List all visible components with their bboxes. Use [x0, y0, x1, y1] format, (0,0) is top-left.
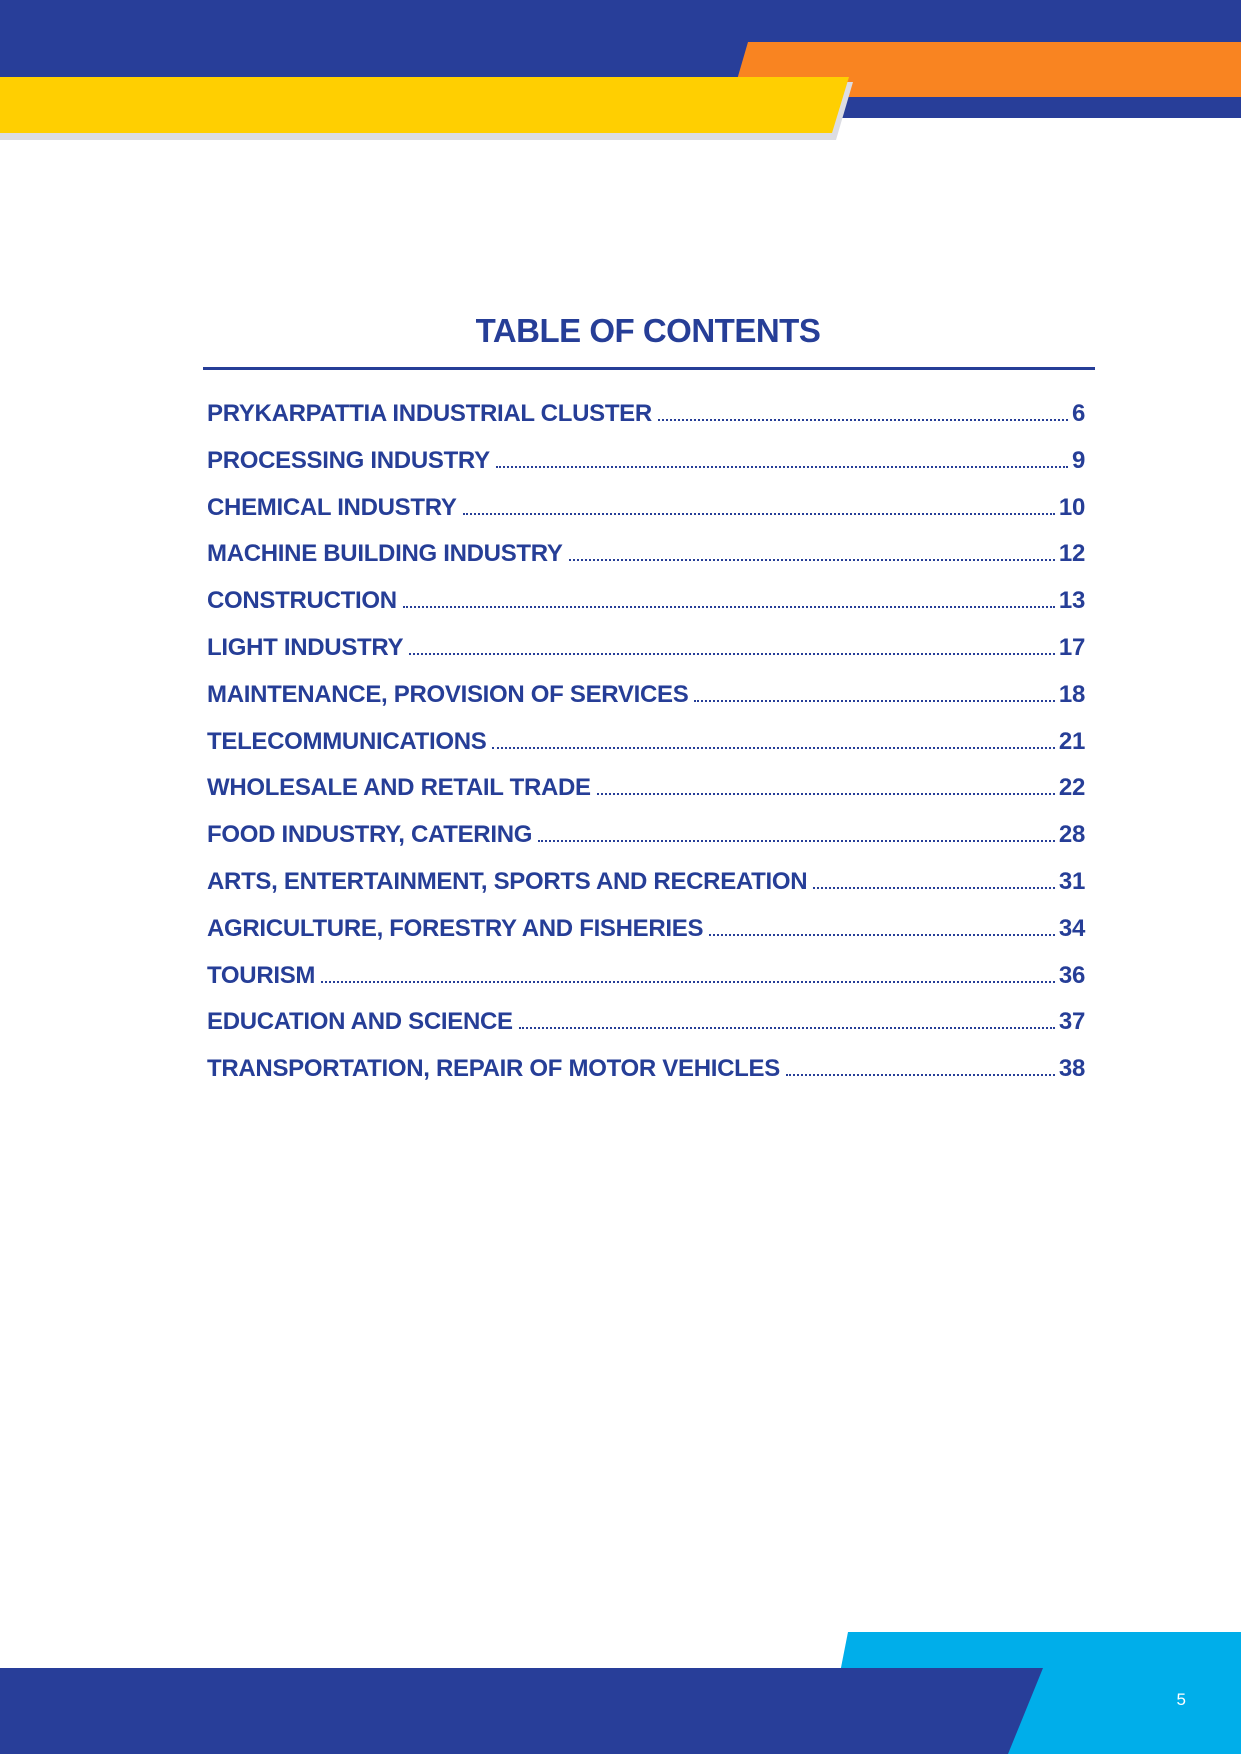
toc-entry-page: 10	[1058, 493, 1085, 521]
toc-dot-leader	[496, 466, 1068, 468]
toc-entry[interactable]	[207, 540, 1085, 587]
toc-dot-leader	[813, 887, 1055, 889]
toc-entry-page: 17	[1058, 633, 1085, 661]
toc-entry-page: 34	[1058, 914, 1085, 942]
toc-entry-label: TRANSPORTATION, REPAIR OF MOTOR VEHICLES	[207, 1055, 780, 1083]
header-yellow-stripe	[0, 77, 849, 133]
toc-entry[interactable]	[207, 681, 1085, 728]
toc-dot-leader	[569, 559, 1055, 561]
footer-navy-band	[0, 1668, 1043, 1754]
toc-entry-page: 22	[1058, 774, 1085, 802]
toc-entry-label: EDUCATION AND SCIENCE	[207, 1008, 513, 1036]
toc-dot-leader	[694, 700, 1054, 702]
toc-entry[interactable]	[207, 728, 1085, 775]
toc-entry[interactable]	[207, 447, 1085, 494]
footer-banner	[0, 1620, 1241, 1754]
toc-entry-page: 13	[1058, 587, 1085, 615]
toc-entry[interactable]	[207, 1055, 1085, 1102]
toc-entry-label: PRYKARPATTIA INDUSTRIAL CLUSTER	[207, 400, 652, 427]
toc-entry-page: 21	[1058, 727, 1085, 755]
toc-entry[interactable]	[207, 1008, 1085, 1055]
toc-entry[interactable]	[207, 587, 1085, 634]
toc-list	[207, 400, 1085, 1102]
toc-dot-leader	[519, 1027, 1055, 1029]
toc-entry[interactable]	[207, 962, 1085, 1009]
toc-entry-label: TOURISM	[207, 961, 316, 989]
toc-entry-label: CHEMICAL INDUSTRY	[207, 493, 457, 521]
toc-dot-leader	[658, 419, 1068, 421]
toc-entry-label: AGRICULTURE, FORESTRY AND FISHERIES	[207, 914, 704, 942]
toc-entry-label: MAINTENANCE, PROVISION OF SERVICES	[207, 680, 689, 708]
toc-dot-leader	[597, 793, 1055, 795]
toc-dot-leader	[492, 747, 1054, 749]
toc-entry[interactable]	[207, 774, 1085, 821]
toc-entry[interactable]	[207, 494, 1085, 541]
toc-entry-label: CONSTRUCTION	[207, 587, 397, 615]
toc-entry-page: 37	[1058, 1008, 1085, 1036]
toc-entry-label: TELECOMMUNICATIONS	[207, 727, 487, 755]
toc-entry[interactable]	[207, 915, 1085, 962]
toc-entry-page: 9	[1071, 446, 1085, 474]
toc-dot-leader	[321, 981, 1055, 983]
toc-dot-leader	[403, 606, 1055, 608]
page-number: 5	[1176, 1690, 1186, 1709]
title-divider	[203, 367, 1095, 370]
toc-entry-page: 12	[1058, 540, 1085, 568]
header-banner	[0, 0, 1241, 145]
toc-dot-leader	[786, 1074, 1055, 1076]
toc-entry[interactable]	[207, 821, 1085, 868]
toc-entry-label: MACHINE BUILDING INDUSTRY	[207, 540, 563, 568]
toc-entry[interactable]	[207, 634, 1085, 681]
toc-entry-label: PROCESSING INDUSTRY	[207, 446, 490, 474]
toc-entry-page: 38	[1058, 1055, 1085, 1083]
toc-entry-page: 36	[1058, 961, 1085, 989]
toc-entry[interactable]	[207, 868, 1085, 915]
toc-entry-label: FOOD INDUSTRY, CATERING	[207, 821, 533, 849]
toc-dot-leader	[463, 513, 1055, 515]
toc-entry-label: ARTS, ENTERTAINMENT, SPORTS AND RECREATION	[207, 867, 808, 895]
toc-entry-page: 6	[1071, 400, 1085, 427]
toc-entry-page: 18	[1058, 680, 1085, 708]
toc-entry-page: 28	[1058, 821, 1085, 849]
toc-entry-label: LIGHT INDUSTRY	[207, 633, 404, 661]
toc-dot-leader	[709, 934, 1055, 936]
toc-entry[interactable]	[207, 400, 1085, 447]
page-title: TABLE OF CONTENTS	[475, 312, 821, 349]
toc-dot-leader	[409, 653, 1055, 655]
toc-dot-leader	[538, 840, 1055, 842]
toc-entry-page: 31	[1058, 867, 1085, 895]
toc-entry-label: WHOLESALE AND RETAIL TRADE	[207, 774, 591, 802]
